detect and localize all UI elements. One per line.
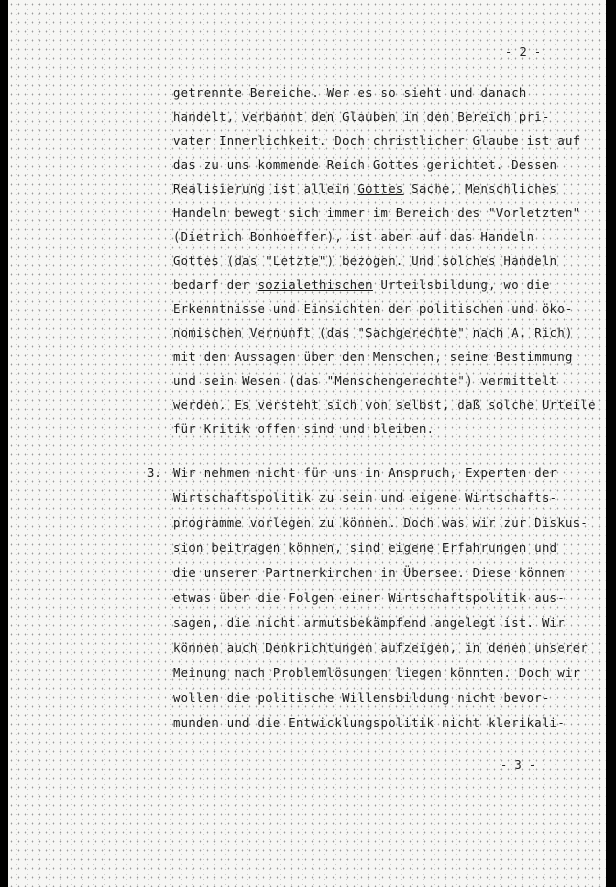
text-line: Realisierung ist allein Gottes Sache. Menschliches xyxy=(173,182,558,196)
text-line: bedarf der sozialethischen Urteilsbildung, wo die xyxy=(173,278,550,292)
text-line: Erkenntnisse und Einsichten der politischen und öko- xyxy=(173,302,573,316)
text-line: Wirtschaftspolitik zu sein und eigene Wirtschafts- xyxy=(173,491,558,505)
text-line: mit den Aussagen über den Menschen, seine Bestimmung xyxy=(173,350,573,364)
text-line: getrennte Bereiche. Wer es so sieht und danach xyxy=(173,86,527,100)
text-line: (Dietrich Bonhoeffer), ist aber auf das Handeln xyxy=(173,230,535,244)
underlined-word-sozialethischen: sozialethischen xyxy=(257,278,373,292)
text-line: können auch Denkrichtungen aufzeigen, in denen unserer xyxy=(173,641,589,655)
page-number: - 2 - xyxy=(505,45,542,59)
text-line: munden und die Entwicklungspolitik nicht klerikali- xyxy=(173,716,566,730)
text-line: und sein Wesen (das "Menschengerechte") vermittelt xyxy=(173,374,558,388)
text-line: handelt, verbannt den Glauben in den Bereich pri- xyxy=(173,110,550,124)
text-line: wollen die politische Willensbildung nicht bevor- xyxy=(173,691,550,705)
document-page xyxy=(8,0,606,887)
next-page-marker: - 3 - xyxy=(500,758,537,772)
text-line: Wir nehmen nicht für uns in Anspruch, Experten der xyxy=(173,466,558,480)
text-line: das zu uns kommende Reich Gottes gerichtet. Dessen xyxy=(173,158,558,172)
text-line: Handeln bewegt sich immer im Bereich des "Vorletzten" xyxy=(173,206,581,220)
text-line: sagen, die nicht armutsbekämpfend angelegt ist. Wir xyxy=(173,616,566,630)
paragraph-number: 3. xyxy=(147,466,162,480)
text-line: Meinung nach Problemlösungen liegen könnten. Doch wir xyxy=(173,666,581,680)
text-line: nomischen Vernunft (das "Sachgerechte" nach A. Rich) xyxy=(173,326,573,340)
text-line: sion beitragen können, sind eigene Erfahrungen und xyxy=(173,541,558,555)
text-line: Gottes (das "Letzte") bezogen. Und solches Handeln xyxy=(173,254,558,268)
text-line: werden. Es versteht sich von selbst, daß solche Urteile xyxy=(173,398,596,412)
underlined-word-gottes: Gottes xyxy=(357,182,404,196)
text-line: die unserer Partnerkirchen in Übersee. Diese können xyxy=(173,566,566,580)
text-line: etwas über die Folgen einer Wirtschaftspolitik aus- xyxy=(173,591,566,605)
text-line: für Kritik offen sind und bleiben. xyxy=(173,422,435,436)
text-line: vater Innerlichkeit. Doch christlicher Glaube ist auf xyxy=(173,134,581,148)
text-line: programme vorlegen zu können. Doch was wir zur Diskus- xyxy=(173,516,589,530)
